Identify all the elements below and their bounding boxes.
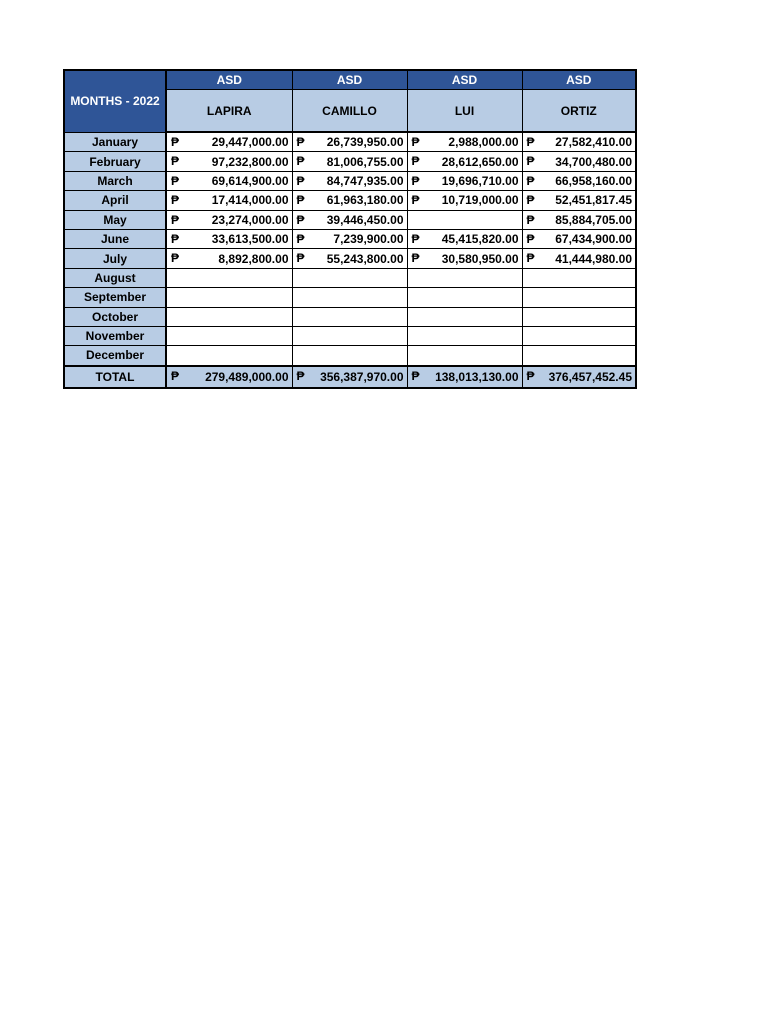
amount-cell[interactable] — [522, 249, 636, 268]
amount-cell[interactable] — [292, 307, 407, 326]
peso-sign: ₱ — [411, 193, 420, 208]
table-row — [64, 249, 636, 268]
total-value: 376,457,452.45 — [548, 369, 632, 384]
amount-value: 33,613,500.00 — [211, 232, 289, 247]
amount-cell[interactable] — [407, 132, 522, 152]
amount-value: 30,580,950.00 — [441, 251, 519, 266]
peso-sign: ₱ — [171, 251, 180, 266]
month-cell[interactable]: January — [64, 132, 166, 152]
peso-sign: ₱ — [296, 251, 305, 266]
amount-cell[interactable] — [166, 268, 292, 287]
amount-value: 23,274,000.00 — [211, 212, 289, 227]
group-header-cell[interactable]: ASD — [166, 70, 292, 90]
amount-value: 69,614,900.00 — [211, 173, 289, 188]
peso-sign: ₱ — [171, 368, 180, 383]
table-row — [64, 346, 636, 366]
table-row — [64, 268, 636, 287]
amount-value: 85,884,705.00 — [555, 212, 632, 227]
amount-value: 19,696,710.00 — [441, 173, 519, 188]
total-label-cell[interactable]: TOTAL — [64, 366, 166, 388]
table-row — [64, 191, 636, 210]
total-cell[interactable] — [407, 366, 522, 388]
amount-cell[interactable] — [292, 268, 407, 287]
peso-sign: ₱ — [171, 173, 180, 188]
amount-cell[interactable] — [407, 288, 522, 307]
amount-value: 8,892,800.00 — [218, 251, 289, 266]
amount-cell[interactable] — [407, 249, 522, 268]
amount-value: 84,747,935.00 — [326, 173, 404, 188]
table-row — [64, 326, 636, 345]
amount-cell[interactable] — [292, 171, 407, 190]
table-row — [64, 171, 636, 190]
group-header-cell[interactable]: ASD — [407, 70, 522, 90]
amount-value: 17,414,000.00 — [211, 193, 289, 208]
amount-cell[interactable] — [166, 346, 292, 366]
peso-sign: ₱ — [526, 212, 535, 227]
table-row — [64, 229, 636, 248]
amount-cell[interactable] — [407, 326, 522, 345]
peso-sign: ₱ — [171, 231, 180, 246]
month-cell[interactable]: October — [64, 307, 166, 326]
amount-value: 7,239,900.00 — [333, 232, 404, 247]
amount-cell[interactable] — [292, 288, 407, 307]
peso-sign: ₱ — [296, 193, 305, 208]
amount-cell[interactable] — [522, 132, 636, 152]
amount-cell[interactable] — [292, 132, 407, 152]
peso-sign: ₱ — [526, 173, 535, 188]
peso-sign: ₱ — [296, 231, 305, 246]
amount-value: 10,719,000.00 — [441, 193, 519, 208]
peso-sign: ₱ — [526, 135, 535, 149]
month-cell[interactable]: May — [64, 210, 166, 229]
table-row — [64, 132, 636, 152]
amount-cell[interactable] — [407, 210, 522, 229]
amount-value: 52,451,817.45 — [555, 193, 632, 208]
amount-cell[interactable] — [407, 191, 522, 210]
amount-value: 41,444,980.00 — [555, 251, 632, 266]
amount-value: 2,988,000.00 — [448, 135, 519, 150]
amount-cell[interactable] — [522, 307, 636, 326]
amount-cell[interactable] — [292, 191, 407, 210]
amount-cell[interactable] — [522, 171, 636, 190]
month-cell[interactable]: March — [64, 171, 166, 190]
peso-sign: ₱ — [526, 193, 535, 208]
total-value: 138,013,130.00 — [435, 369, 519, 384]
amount-cell[interactable] — [407, 268, 522, 287]
amount-cell[interactable] — [166, 288, 292, 307]
amount-cell[interactable] — [166, 229, 292, 248]
amount-value: 29,447,000.00 — [211, 135, 289, 150]
peso-sign: ₱ — [526, 368, 535, 383]
amount-cell[interactable] — [522, 288, 636, 307]
amount-cell[interactable] — [522, 268, 636, 287]
total-value: 279,489,000.00 — [205, 369, 289, 384]
total-cell[interactable] — [292, 366, 407, 388]
table-body — [64, 132, 636, 366]
peso-sign: ₱ — [411, 368, 420, 383]
amount-value: 81,006,755.00 — [326, 154, 404, 169]
amount-cell[interactable] — [292, 326, 407, 345]
month-cell[interactable]: April — [64, 191, 166, 210]
amount-cell[interactable] — [522, 229, 636, 248]
peso-sign: ₱ — [296, 135, 305, 149]
amount-value: 66,958,160.00 — [555, 173, 632, 188]
month-cell[interactable]: September — [64, 288, 166, 307]
total-row — [64, 366, 636, 388]
amount-cell[interactable] — [407, 307, 522, 326]
group-header-cell[interactable]: ASD — [292, 70, 407, 90]
amount-value: 27,582,410.00 — [555, 135, 632, 150]
peso-sign: ₱ — [411, 231, 420, 246]
amount-value: 26,739,950.00 — [326, 135, 404, 150]
month-cell[interactable]: June — [64, 229, 166, 248]
total-value: 356,387,970.00 — [320, 369, 404, 384]
amount-cell[interactable] — [522, 191, 636, 210]
month-cell[interactable]: July — [64, 249, 166, 268]
group-header-row — [64, 70, 636, 90]
peso-sign: ₱ — [296, 173, 305, 188]
amount-value: 67,434,900.00 — [555, 232, 632, 247]
total-cell[interactable] — [522, 366, 636, 388]
peso-sign: ₱ — [296, 154, 305, 169]
name-header-cell[interactable]: ORTIZ — [522, 90, 636, 133]
amount-cell[interactable] — [522, 346, 636, 366]
amount-value: 97,232,800.00 — [211, 154, 289, 169]
peso-sign: ₱ — [171, 154, 180, 169]
name-header-cell[interactable]: LAPIRA — [166, 90, 292, 133]
month-cell[interactable]: February — [64, 152, 166, 171]
peso-sign: ₱ — [296, 212, 305, 227]
peso-sign: ₱ — [411, 251, 420, 266]
peso-sign: ₱ — [171, 212, 180, 227]
peso-sign: ₱ — [526, 231, 535, 246]
amount-cell[interactable] — [292, 152, 407, 171]
summary-table — [63, 69, 637, 389]
peso-sign: ₱ — [411, 154, 420, 169]
peso-sign: ₱ — [171, 135, 180, 149]
table-row — [64, 152, 636, 171]
peso-sign: ₱ — [411, 173, 420, 188]
month-cell[interactable]: November — [64, 326, 166, 345]
amount-cell[interactable] — [522, 210, 636, 229]
peso-sign: ₱ — [296, 368, 305, 383]
months-header-cell[interactable]: MONTHS - 2022 — [64, 70, 166, 132]
amount-cell[interactable] — [166, 191, 292, 210]
group-header-cell[interactable]: ASD — [522, 70, 636, 90]
peso-sign: ₱ — [411, 135, 420, 149]
month-cell[interactable]: August — [64, 268, 166, 287]
amount-cell[interactable] — [166, 307, 292, 326]
name-header-cell[interactable]: CAMILLO — [292, 90, 407, 133]
peso-sign: ₱ — [526, 154, 535, 169]
amount-value: 39,446,450.00 — [326, 212, 404, 227]
amount-cell[interactable] — [522, 152, 636, 171]
name-header-cell[interactable]: LUI — [407, 90, 522, 133]
total-cell[interactable] — [166, 366, 292, 388]
amount-cell[interactable] — [166, 171, 292, 190]
amount-cell[interactable] — [166, 132, 292, 152]
amount-cell[interactable] — [166, 152, 292, 171]
amount-cell[interactable] — [292, 210, 407, 229]
table-row — [64, 210, 636, 229]
table-row — [64, 288, 636, 307]
peso-sign: ₱ — [171, 193, 180, 208]
amount-cell[interactable] — [522, 326, 636, 345]
amount-cell[interactable] — [407, 152, 522, 171]
amount-cell[interactable] — [166, 210, 292, 229]
amount-cell[interactable] — [292, 249, 407, 268]
month-cell[interactable]: December — [64, 346, 166, 366]
amount-cell[interactable] — [407, 171, 522, 190]
amount-cell[interactable] — [292, 346, 407, 366]
amount-cell[interactable] — [166, 249, 292, 268]
amount-value: 61,963,180.00 — [326, 193, 404, 208]
peso-sign: ₱ — [526, 251, 535, 266]
amount-value: 45,415,820.00 — [441, 232, 519, 247]
amount-cell[interactable] — [407, 229, 522, 248]
amount-cell[interactable] — [166, 326, 292, 345]
amount-value: 55,243,800.00 — [326, 251, 404, 266]
amount-cell[interactable] — [407, 346, 522, 366]
table-row — [64, 307, 636, 326]
amount-value: 34,700,480.00 — [555, 154, 632, 169]
amount-value: 28,612,650.00 — [441, 154, 519, 169]
amount-cell[interactable] — [292, 229, 407, 248]
